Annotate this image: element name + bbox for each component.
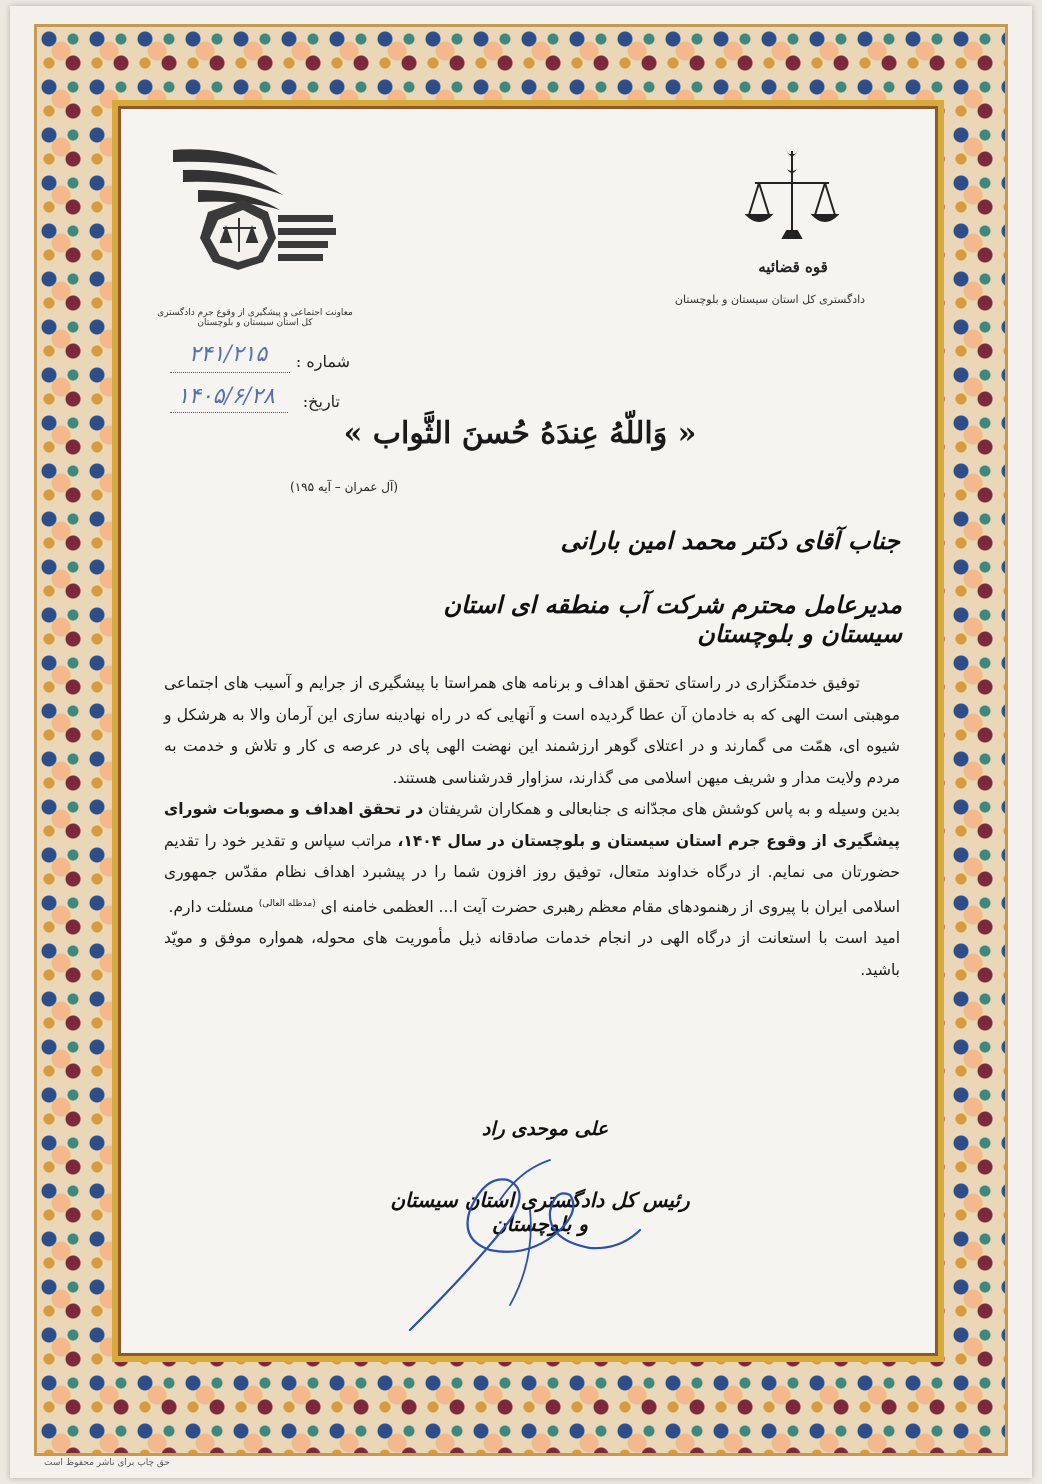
crime-prevention-org-subtitle: معاونت اجتماعی و پیشگیری از وقوع جرم دادگستری کل استان سیستان و بلوچستان bbox=[157, 308, 353, 328]
body-p2-tail: مسئلت دارم. bbox=[168, 897, 259, 916]
date-label: تاریخ: bbox=[302, 392, 340, 411]
crime-prevention-logo-icon bbox=[168, 140, 338, 290]
judiciary-emblem-icon bbox=[745, 143, 840, 253]
body-paragraph-3: امید است با استعانت از درگاه الهی در انجام خدمات صادقانه ذیل مأموریت های محوله، همواره موفق و مویّد باشید. bbox=[164, 929, 900, 979]
handwritten-signature-icon bbox=[390, 1140, 670, 1340]
letter-number: ۲۴۱/۲۱۵ bbox=[188, 342, 268, 367]
body-p2-end: مراتب سپاس و تقدیر خود را تقدیم حضورتان می نمایم. از درگاه خداوند متعال، توفیق روز افزون شما را در پیشبرد اهداف نظام مقدّس جمهوری اسلامی ایران با پیروی از رهنمودهای مقام معظم رهبری حضرت آیت ا... العظمی خامنه ای bbox=[164, 831, 900, 916]
body-p2-honorific: (مدظله العالی) bbox=[258, 898, 316, 909]
recipient-position: مدیرعامل محترم شرکت آب منطقه ای استان سیستان و بلوچستان bbox=[443, 590, 902, 648]
number-label: شماره : bbox=[295, 352, 350, 371]
body-paragraph-2 bbox=[164, 794, 900, 923]
signer-name: علی موحدی راد bbox=[481, 1118, 609, 1140]
footer-copyright: حق چاپ برای ناشر محفوظ است bbox=[44, 1458, 170, 1468]
signer-title: رئیس کل دادگستری استان سیستان و بلوچستان bbox=[390, 1188, 690, 1236]
letter-date: ۱۴۰۵/۶/۲۸ bbox=[177, 384, 275, 409]
body-p2-start: بدین وسیله و به پاس کوشش های مجدّانه ی جنابعالی و همکاران شریفتان bbox=[423, 800, 900, 818]
judiciary-org-subtitle: دادگستری کل استان سیستان و بلوچستان bbox=[674, 293, 866, 306]
body-paragraph-1: توفیق خدمتگزاری در راستای تحقق اهداف و برنامه های همراستا با پیشگیری از جرایم و آسیب های اجتماعی موهبتی است الهی که به خادمان آن عطا گردیده است و آنهایی که در راه نهادینه سازی این آرمان والا به هرشکل و شیوه ای، همّت می گمارند و در اعتلای گوهر ارزشمند این نهضت الهی پای در عرصه ی کار و تلاش و خدمت به مردم ولایت مدار و شریف میهن اسلامی می گذارند، سزاوار قدرشناسی هستند. bbox=[164, 674, 900, 787]
number-dotted-line bbox=[170, 372, 290, 373]
body-p2-bold: در تحقق اهداف و مصوبات شورای پیشگیری از وقوع جرم استان سیستان و بلوچستان در سال ۱۴۰۴، bbox=[164, 800, 900, 850]
letter-body bbox=[164, 668, 900, 986]
verse-reference: (آل عمران – آیه ۱۹۵) bbox=[290, 480, 398, 494]
judiciary-org-name: قوه قضائیه bbox=[758, 258, 828, 276]
recipient-name: جناب آقای دکتر محمد امین بارانی bbox=[560, 526, 900, 555]
date-dotted-line bbox=[170, 412, 288, 413]
quran-verse-title: « وَاللّهُ عِندَهُ حُسنَ الثَّواب » bbox=[343, 416, 697, 451]
